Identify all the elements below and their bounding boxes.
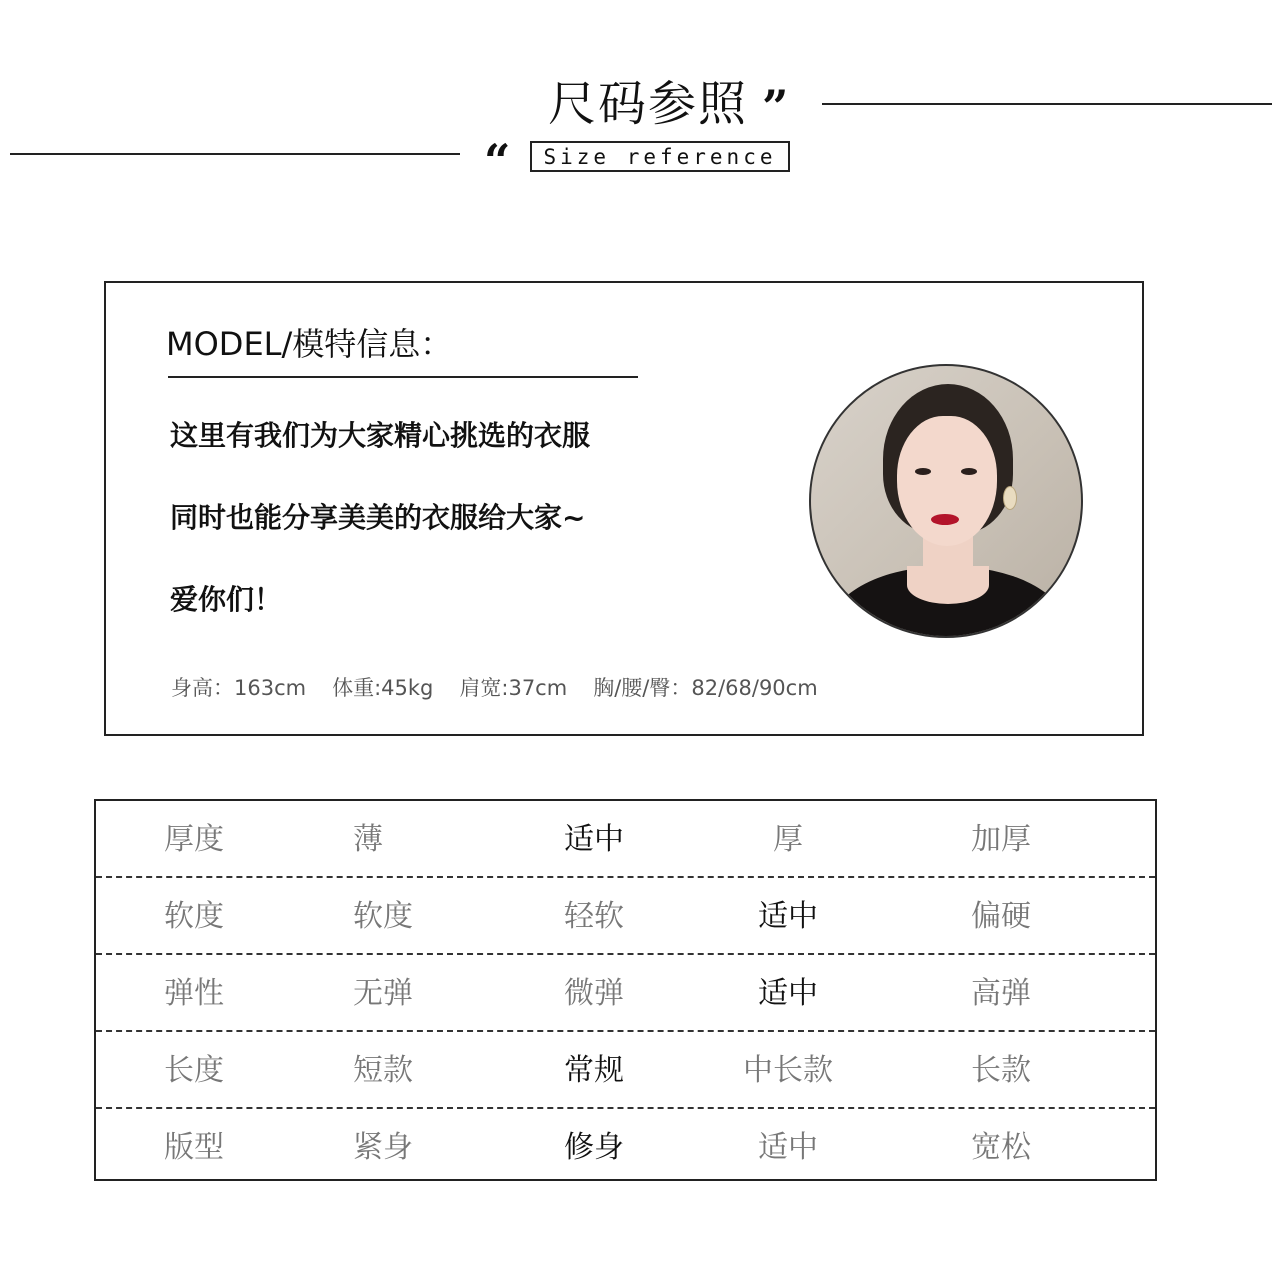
model-shoulder: 肩宽:37cm — [459, 676, 568, 700]
portrait-face — [897, 416, 997, 546]
attr-option: 长款 — [971, 1053, 1031, 1088]
attr-row-fit — [96, 1109, 1155, 1186]
attr-name: 弹性 — [164, 976, 224, 1011]
attr-option: 短款 — [353, 1053, 413, 1088]
model-message-line-2: 同时也能分享美美的衣服给大家~ — [170, 501, 586, 534]
header-divider-right — [822, 103, 1272, 105]
attr-option: 宽松 — [971, 1130, 1031, 1165]
portrait-eye-right — [961, 468, 977, 475]
attr-row-softness — [96, 878, 1155, 955]
attr-name: 厚度 — [164, 822, 224, 857]
model-height: 身高：163cm — [171, 676, 307, 700]
attr-option: 紧身 — [353, 1130, 413, 1165]
attr-option-selected: 适中 — [564, 822, 624, 857]
attr-option: 加厚 — [971, 822, 1031, 857]
open-quote-mark: “ — [484, 134, 511, 188]
model-message-line-1: 这里有我们为大家精心挑选的衣服 — [170, 419, 591, 452]
model-weight: 体重:45kg — [332, 676, 434, 700]
attr-row-length — [96, 1032, 1155, 1109]
attr-option-selected: 适中 — [758, 976, 818, 1011]
subtitle-box — [530, 141, 790, 172]
attr-name: 版型 — [164, 1130, 224, 1165]
attr-option: 薄 — [353, 822, 383, 857]
attr-option: 适中 — [758, 1130, 818, 1165]
close-quote-mark: ” — [762, 80, 789, 134]
page-title: 尺码参照 — [548, 76, 749, 132]
portrait-neckline — [907, 566, 989, 604]
attr-option: 无弹 — [353, 976, 413, 1011]
attr-name: 软度 — [164, 899, 224, 934]
portrait-earring — [1003, 486, 1017, 510]
header-divider-left — [10, 153, 460, 155]
attr-row-elasticity — [96, 955, 1155, 1032]
attr-option: 轻软 — [564, 899, 624, 934]
attr-option: 偏硬 — [971, 899, 1031, 934]
attr-option: 厚 — [773, 822, 803, 857]
attr-option-selected: 适中 — [758, 899, 818, 934]
model-info-label: MODEL/模特信息： — [166, 325, 453, 363]
fabric-attributes-table — [94, 799, 1157, 1181]
model-label-underline — [168, 376, 638, 378]
portrait-eye-left — [915, 468, 931, 475]
attr-name: 长度 — [164, 1053, 224, 1088]
attr-option: 软度 — [353, 899, 413, 934]
attr-option-selected: 修身 — [564, 1130, 624, 1165]
portrait-lips — [931, 514, 959, 525]
attr-row-thickness — [96, 801, 1155, 878]
attr-option-selected: 常规 — [564, 1053, 624, 1088]
model-measurements: 胸/腰/臀：82/68/90cm — [593, 676, 818, 700]
model-stats — [171, 674, 818, 702]
page-subtitle: Size reference — [543, 144, 777, 169]
model-message-line-3: 爱你们！ — [170, 583, 283, 616]
attr-option: 微弹 — [564, 976, 624, 1011]
attr-option: 高弹 — [971, 976, 1031, 1011]
attr-option: 中长款 — [743, 1053, 833, 1088]
model-portrait-icon — [809, 364, 1083, 638]
